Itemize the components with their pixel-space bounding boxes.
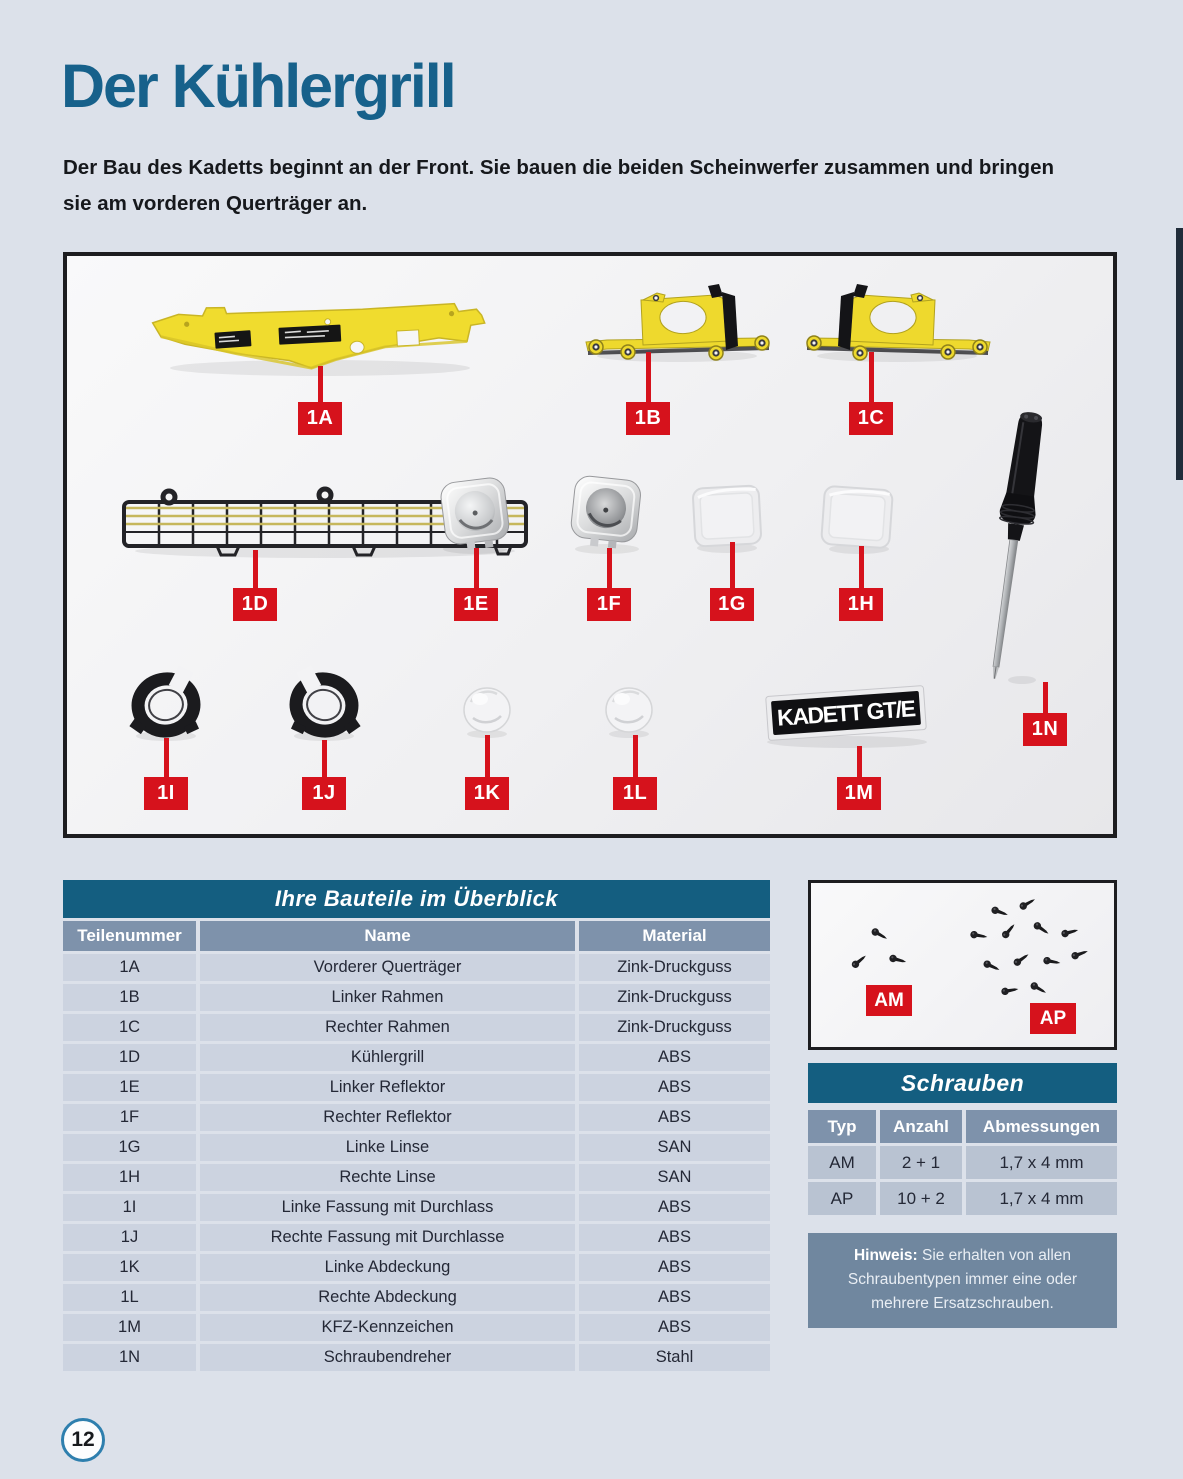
table-cell: 1K: [63, 1254, 196, 1281]
screws-table-title: Schrauben: [808, 1063, 1117, 1103]
table-cell: Rechte Abdeckung: [200, 1284, 575, 1311]
table-cell: 1N: [63, 1344, 196, 1371]
screw-icon: [970, 930, 988, 940]
part-1M-license-plate: [766, 686, 927, 741]
label-stem-1D: [253, 550, 258, 588]
table-cell: 1B: [63, 984, 196, 1011]
table-cell: Linker Rahmen: [200, 984, 575, 1011]
table-cell: Linke Linse: [200, 1134, 575, 1161]
table-cell: Linke Fassung mit Durchlass: [200, 1194, 575, 1221]
table-cell: 1D: [63, 1044, 196, 1071]
label-stem-1G: [730, 542, 735, 588]
table-cell: 1H: [63, 1164, 196, 1191]
part-1A-front-cross-member: [152, 303, 485, 371]
label-stem-1B: [646, 352, 651, 402]
table-row: [63, 1164, 770, 1191]
screw-icon: [1032, 921, 1050, 937]
table-cell: 1J: [63, 1224, 196, 1251]
table-row: [63, 1344, 770, 1371]
table-cell: ABS: [579, 1044, 770, 1071]
page-edge-tab: [1176, 228, 1183, 480]
note-label: Hinweis:: [853, 1247, 918, 1264]
table-cell: Rechte Linse: [200, 1164, 575, 1191]
screw-group-label-AM: AM: [866, 985, 912, 1016]
part-1F-right-reflector: [569, 475, 642, 551]
table-cell: 1,7 x 4 mm: [966, 1182, 1117, 1215]
part-1B-left-frame: [586, 284, 769, 360]
table-cell: Linker Reflektor: [200, 1074, 575, 1101]
screw-icon: [1001, 985, 1019, 995]
table-row: [63, 1254, 770, 1281]
table-row: [63, 1074, 770, 1101]
screw-icon: [850, 953, 868, 970]
part-label-1E: 1E: [454, 588, 498, 621]
part-label-1N: 1N: [1023, 713, 1067, 746]
parts-table-title: Ihre Bauteile im Überblick: [63, 880, 770, 918]
table-cell: 1G: [63, 1134, 196, 1161]
part-label-1A: 1A: [298, 402, 342, 435]
table-cell: Rechter Reflektor: [200, 1104, 575, 1131]
table-row: [63, 1194, 770, 1221]
part-label-1D: 1D: [233, 588, 277, 621]
table-cell: Zink-Druckguss: [579, 984, 770, 1011]
label-stem-1C: [869, 352, 874, 402]
parts-table: [59, 918, 774, 1374]
screws-photo: [808, 880, 1117, 1050]
column-header-1: Name: [200, 921, 575, 951]
table-cell: Vorderer Querträger: [200, 954, 575, 981]
table-cell: Kühlergrill: [200, 1044, 575, 1071]
table-cell: 1,7 x 4 mm: [966, 1146, 1117, 1179]
column-header-0: Typ: [808, 1110, 876, 1143]
part-1J-right-socket: [291, 666, 361, 737]
table-cell: Zink-Druckguss: [579, 1014, 770, 1041]
table-cell: Zink-Druckguss: [579, 954, 770, 981]
table-row: [63, 1044, 770, 1071]
part-label-1G: 1G: [710, 588, 754, 621]
page-title: Der Kühlergrill: [61, 52, 455, 120]
table-cell: ABS: [579, 1104, 770, 1131]
part-label-1B: 1B: [626, 402, 670, 435]
table-cell: 1M: [63, 1314, 196, 1341]
table-cell: 1L: [63, 1284, 196, 1311]
table-row: [808, 1146, 1117, 1179]
part-label-1H: 1H: [839, 588, 883, 621]
table-row: [808, 1182, 1117, 1215]
screw-icon: [1070, 948, 1089, 961]
screw-icon: [1061, 926, 1080, 938]
table-cell: 1C: [63, 1014, 196, 1041]
screw-icon: [1018, 896, 1037, 911]
label-stem-1M: [857, 746, 862, 777]
table-cell: Rechte Fassung mit Durchlasse: [200, 1224, 575, 1251]
table-cell: 1I: [63, 1194, 196, 1221]
column-header-2: Abmessungen: [966, 1110, 1117, 1143]
screw-icon: [990, 906, 1009, 919]
screw-icon: [1001, 922, 1018, 940]
table-cell: 1F: [63, 1104, 196, 1131]
parts-table-section: [63, 880, 770, 1374]
license-plate-text: KADETT GT/E: [776, 695, 916, 731]
label-stem-1F: [607, 548, 612, 588]
column-header-0: Teilenummer: [63, 921, 196, 951]
part-1H-right-lens: [821, 486, 893, 549]
table-cell: Stahl: [579, 1344, 770, 1371]
screws-table: [804, 1107, 1121, 1218]
table-cell: AP: [808, 1182, 876, 1215]
part-1G-left-lens: [693, 485, 762, 546]
parts-photo: [63, 252, 1117, 838]
label-stem-1L: [633, 735, 638, 777]
table-row: [63, 1014, 770, 1041]
table-cell: SAN: [579, 1134, 770, 1161]
part-label-1I: 1I: [144, 777, 188, 810]
table-cell: ABS: [579, 1254, 770, 1281]
table-cell: KFZ-Kennzeichen: [200, 1314, 575, 1341]
table-cell: ABS: [579, 1194, 770, 1221]
part-label-1F: 1F: [587, 588, 631, 621]
column-header-1: Anzahl: [880, 1110, 962, 1143]
part-1K-left-cover: [464, 688, 510, 732]
label-stem-1J: [322, 740, 327, 777]
screw-icon: [1029, 981, 1048, 996]
screw-icon: [889, 954, 908, 966]
part-1L-right-cover: [606, 688, 652, 732]
table-row: [63, 1134, 770, 1161]
table-cell: ABS: [579, 1224, 770, 1251]
table-cell: ABS: [579, 1074, 770, 1101]
label-stem-1E: [474, 548, 479, 588]
part-label-1M: 1M: [837, 777, 881, 810]
screws-table-section: [808, 1107, 1117, 1218]
table-cell: Rechter Rahmen: [200, 1014, 575, 1041]
table-cell: SAN: [579, 1164, 770, 1191]
table-cell: Linke Abdeckung: [200, 1254, 575, 1281]
page-number-badge: [61, 1418, 105, 1462]
table-row: [63, 984, 770, 1011]
screw-icon: [870, 927, 889, 942]
label-stem-1I: [164, 738, 169, 777]
screw-icon: [982, 959, 1001, 973]
intro-text: Der Bau des Kadetts beginnt an der Front. Sie bauen die beiden Scheinwerfer zusammen und bringen sie am vorderen Querträger an.: [63, 156, 1055, 215]
note-box: [808, 1233, 1117, 1328]
table-cell: 2 + 1: [880, 1146, 962, 1179]
page-number: 12: [71, 1428, 95, 1451]
table-cell: ABS: [579, 1284, 770, 1311]
label-stem-1K: [485, 735, 490, 777]
table-cell: 1E: [63, 1074, 196, 1101]
screw-group-label-AP: AP: [1030, 1003, 1076, 1034]
part-1E-left-reflector: [439, 476, 511, 552]
part-1C-right-frame: [807, 284, 990, 360]
table-row: [63, 1224, 770, 1251]
note-text: Sie erhalten von allen Schraubentypen immer eine oder mehrere Ersatzschrauben.: [847, 1247, 1078, 1312]
table-cell: ABS: [579, 1314, 770, 1341]
label-stem-1N: [1043, 682, 1048, 713]
part-label-1L: 1L: [613, 777, 657, 810]
screw-icon: [1012, 951, 1030, 967]
part-label-1K: 1K: [465, 777, 509, 810]
table-cell: 10 + 2: [880, 1182, 962, 1215]
table-row: [63, 954, 770, 981]
part-1N-screwdriver: [977, 410, 1050, 681]
parts-illustration: [67, 256, 1113, 834]
table-row: [63, 1104, 770, 1131]
part-label-1C: 1C: [849, 402, 893, 435]
part-label-1J: 1J: [302, 777, 346, 810]
part-1I-left-socket: [129, 666, 199, 737]
table-row: [63, 1284, 770, 1311]
table-cell: AM: [808, 1146, 876, 1179]
label-stem-1H: [859, 546, 864, 588]
table-row: [63, 1314, 770, 1341]
screw-icon: [1043, 956, 1061, 966]
label-stem-1A: [318, 366, 323, 402]
table-cell: 1A: [63, 954, 196, 981]
column-header-2: Material: [579, 921, 770, 951]
table-cell: Schraubendreher: [200, 1344, 575, 1371]
